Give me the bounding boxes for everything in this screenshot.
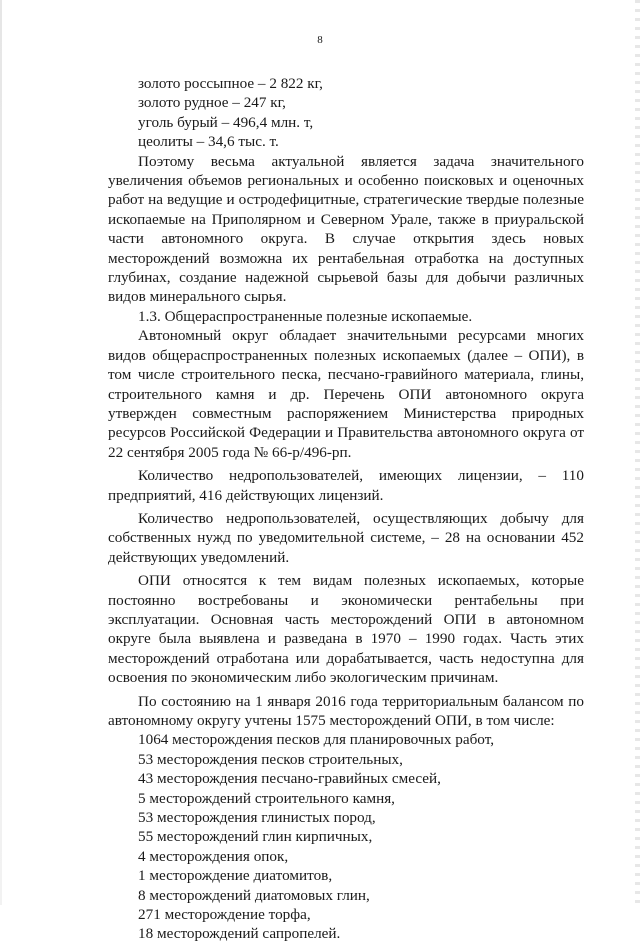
paragraph-opi-resources: Автономный округ обладает значительными ресурсами многих видов общераспространенных полезных ископаемых (далее – ОПИ), в том числе строительного песка, песчано-гравийного материала, глины, строительного камня и др. Перечень ОПИ автономного округа утвержден совместным распоряжением Министерства природных ресурсов Российской Федерации и Правительства автономного округа от 22 сентября 2005 года № 66-р/496-рп. bbox=[108, 327, 584, 461]
list-item: 5 месторождений строительного камня, bbox=[138, 789, 395, 807]
paragraph-balance: По состоянию на 1 января 2016 года территориальным балансом по автономному округу учтены 1575 месторождений ОПИ, в том числе: bbox=[108, 692, 584, 729]
list-item: золото россыпное – 2 822 кг, bbox=[138, 75, 323, 92]
list-item: 1 месторождение диатомитов, bbox=[138, 867, 333, 885]
list-item: золото рудное – 247 кг, bbox=[138, 94, 286, 112]
top-list bbox=[108, 74, 584, 152]
paragraph-own-needs: Количество недропользователей, осуществляющих добычу для собственных нужд по уведомительной системе, – 28 на основании 452 действующих уведомлений. bbox=[108, 509, 584, 566]
scan-edge-left bbox=[0, 0, 2, 905]
list-item: цеолиты – 34,6 тыс. т. bbox=[138, 133, 279, 151]
document-body bbox=[108, 74, 584, 944]
section-heading: 1.3. Общераспространенные полезные ископаемые. bbox=[138, 307, 473, 325]
list-item: 55 месторождений глин кирпичных, bbox=[138, 828, 373, 846]
paragraph-licensees: Количество недропользователей, имеющих лицензии, – 110 предприятий, 416 действующих лицензий. bbox=[108, 467, 584, 504]
list-item: 8 месторождений диатомовых глин, bbox=[138, 886, 370, 904]
list-item: 43 месторождения песчано-гравийных смесей, bbox=[138, 770, 441, 788]
list-item: 271 месторождение торфа, bbox=[138, 906, 311, 924]
paragraph-opi-demand: ОПИ относятся к тем видам полезных ископаемых, которые постоянно востребованы и экономически рентабельны при эксплуатации. Основная часть месторождений ОПИ в автономном округе была выявлена и разведана в 1970 – 1990 годах. Часть этих месторождений отработана или дорабатывается, часть недоступна для освоения по экономическим либо экологическим причинам. bbox=[108, 572, 584, 687]
list-item: 4 месторождения опок, bbox=[138, 847, 289, 865]
list-item: 1064 месторождения песков для планировочных работ, bbox=[138, 731, 494, 749]
list-item: 53 месторождения глинистых пород, bbox=[138, 809, 376, 827]
scan-edge-right bbox=[635, 0, 640, 905]
paragraph-strategic-minerals: Поэтому весьма актуальной является задача значительного увеличения объемов региональных и особенно поисковых и оценочных работ на ведущие и остродефицитные, стратегические твердые полезные ископаемые на Приполярном и Северном Урале, также в приуральской части автономного округа. В случае открытия здесь новых месторождений возможна их рентабельная отработка на доступных глубинах, создание надежной сырьевой базы для добычи различных видов минерального сырья. bbox=[108, 152, 584, 306]
deposits-list bbox=[108, 730, 584, 943]
list-item: 18 месторождений сапропелей. bbox=[138, 925, 341, 943]
page-number: 8 bbox=[317, 34, 323, 46]
list-item: 53 месторождения песков строительных, bbox=[138, 750, 403, 768]
list-item: уголь бурый – 496,4 млн. т, bbox=[138, 113, 314, 131]
